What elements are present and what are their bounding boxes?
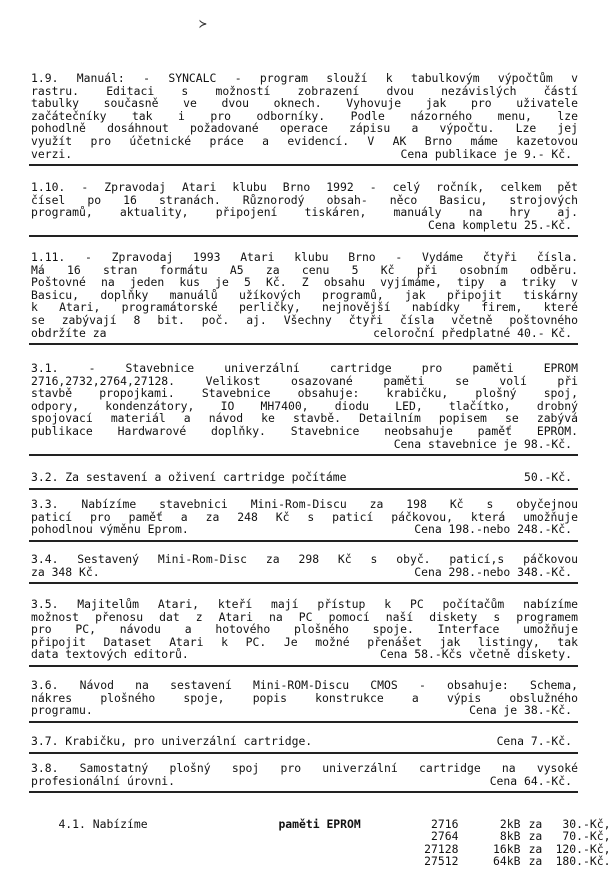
offer-text-line: se zabývají 8 bit. poč. aj. Všechny čtyři čísla včetně poštovného [31, 312, 578, 327]
offer-text-line: možnost přenosu dat z Atari na PC pomocí naší diskety s programem [31, 609, 578, 624]
offer-item [29, 679, 578, 723]
offer-last-line [31, 775, 578, 788]
offer-last-line [31, 438, 578, 451]
offer-price: 50.-Kč. [523, 470, 572, 484]
offer-text-line: 1.10. - Zpravodaj Atari klubu Brno 1992 - celý ročník, celkem pět [31, 180, 578, 194]
offer-text-line: 3.5. Majitelům Atari, kteří mají přístup k PC počítačům nabízíme [31, 597, 578, 611]
offer-text-line: k Atari, programátorské perličky, nejnovější nabídky firem, které [31, 300, 578, 315]
offer-price: Cena 298.-nebo 348.-Kč. [414, 564, 572, 579]
offer-last-line [31, 523, 578, 536]
offer-text-line: využít pro účetnické práce a evidencí. V AK Brno máme kazetovou [31, 133, 578, 148]
offer-last-line [31, 735, 578, 748]
eprom-za: za [528, 816, 543, 831]
eprom-size: 8kB [499, 829, 521, 844]
offer-price: Cena je 38.-Kč. [469, 703, 572, 718]
offer-item [29, 553, 578, 584]
offer-text-line: pohodlně dosáhnout požadované operace zápisu a výpočtu. Lze jej [31, 121, 578, 136]
page-mark: ≻ [199, 17, 207, 32]
offer-text-line: Basicu, doplňky manuálů užíkových programů, jak připojit tiskárny [31, 287, 578, 302]
offer-item [29, 72, 578, 166]
eprom-size: 64kB [493, 854, 521, 869]
offer-item [29, 181, 578, 237]
eprom-label: paměti EPROM [278, 816, 361, 831]
eprom-size: 2kB [499, 816, 521, 831]
offer-price: Cena 198.-nebo 248.-Kč. [414, 522, 572, 537]
offer-text-line: 3.6. Návod na sestavení Mini-ROM-Discu CMOS - obsahuje: Schema, [31, 678, 578, 692]
eprom-za: za [528, 854, 543, 869]
eprom-type: 27512 [424, 854, 459, 869]
offer-text-line: 3.3. Nabízíme stavebnici Mini-Rom-Discu za 198 Kč s obyčejnou [31, 497, 578, 511]
offer-item [29, 498, 578, 542]
offer-item [29, 598, 578, 667]
offer-item [29, 362, 578, 456]
offer-text-line: čísel po 16 stranách. Různorodý obsah- něco Basicu, strojových [31, 192, 578, 207]
eprom-price: 70.-Kč, [562, 829, 610, 844]
offer-item [29, 251, 578, 345]
offer-text-line: připojit Dataset Atari k PC. Je možné přenášet jak listingy, tak [31, 634, 578, 649]
offer-price: celoroční předplatné 40.- Kč. [373, 325, 572, 340]
offer-price: Cena publikace je 9.- Kč. [400, 146, 572, 161]
offer-last-line [31, 148, 578, 161]
eprom-za: za [528, 841, 543, 856]
offer-text-line: tabulky současně ve dvou oknech. Vyhovuje jak pro uživatele [31, 96, 578, 111]
eprom-intro: 4.1. Nabízíme [58, 816, 148, 831]
offer-last-line [31, 704, 578, 717]
eprom-offer [29, 805, 610, 869]
offer-last-line [31, 471, 578, 484]
offer-last-line [31, 327, 578, 340]
offer-text-line: začátečníky tak i pro odborníky. Podle názorného menu, lze [31, 108, 578, 123]
offer-text-line: pro PC, návodu a hotového plošného spoje. Interface umožňuje [31, 622, 578, 637]
offer-text-line: nákres plošného spoje, popis konstrukce a výpis obslužného [31, 690, 578, 705]
offer-last-line [31, 566, 578, 579]
offer-last-text: verzi. [31, 146, 73, 161]
offer-text-line: stavbě propojkami. Stavebnice obsahuje: krabičku, plošný spoj, [31, 386, 578, 401]
offer-text-line: 1.9. Manuál: - SYNCALC - program slouží k tabulkovým výpočtům v [31, 71, 578, 85]
eprom-price: 30.-Kč, [562, 816, 610, 831]
offer-last-text: programu. [31, 703, 93, 718]
offer-last-line [31, 219, 578, 232]
offer-price: Cena kompletu 25.-Kč. [427, 217, 572, 232]
offer-last-text: za 348 Kč. [31, 564, 100, 579]
offer-text-line: 3.8. Samostatný plošný spoj pro univerzální cartridge na vysoké [31, 761, 578, 775]
offer-text-line: 3.4. Sestavený Mini-Rom-Disc za 298 Kč s obyč. paticí,s páčkovou [31, 552, 578, 566]
offer-text-line: publikace Hardwarové doplňky. Stavebnice neobsahuje paměť EPROM. [31, 423, 578, 438]
eprom-size: 16kB [493, 841, 521, 856]
offer-last-text: obdržíte za [31, 325, 107, 340]
eprom-za: za [528, 829, 543, 844]
eprom-type: 27128 [424, 841, 459, 856]
eprom-row-0 [31, 805, 610, 831]
offer-last-line [31, 648, 578, 661]
offer-text-line: Poštovné na jeden kus je 5 Kč. Z obsahu vyjímáme, tipy a triky v [31, 275, 578, 290]
offer-price: Cena 58.-Kčs včetně diskety. [379, 647, 572, 662]
offer-text-line: paticí pro paměť a za 248 Kč s paticí páčkovou, která umožňuje [31, 509, 578, 524]
offer-text-line: 2716,2732,2764,27128. Velikost osazované paměti se volí při [31, 373, 578, 388]
offer-last-text: data textových editorů. [31, 647, 189, 662]
offer-text-line: Má 16 stran formátu A5 za cenu 5 Kč při osobním odběru. [31, 262, 578, 277]
offer-price: Cena 7.-Kč. [496, 734, 572, 748]
offer-item [29, 735, 578, 754]
eprom-type: 2764 [431, 829, 459, 844]
offer-last-text: 3.7. Krabičku, pro univerzální cartridge. [31, 734, 313, 748]
offer-text-line: 1.11. - Zpravodaj 1993 Atari klubu Brno - Vydáme čtyři čísla. [31, 250, 578, 264]
eprom-type: 2716 [431, 816, 459, 831]
offer-price: Cena 64.-Kč. [489, 773, 572, 788]
offer-text-line: programů, aktuality, připojení tiskáren, manuály na hry aj. [31, 205, 578, 220]
offer-text-line: spojovací materiál a návod ke stavbě. Detailním popisem se zabývá [31, 411, 578, 426]
offer-last-text: profesionální úrovni. [31, 773, 176, 788]
eprom-price: 180.-Kč. [555, 854, 610, 869]
offer-price: Cena stavebnice je 98.-Kč. [393, 436, 572, 451]
offer-last-text: 3.2. Za sestavení a oživení cartridge počítáme [31, 470, 347, 484]
offer-item [29, 762, 578, 793]
offer-item [29, 471, 578, 490]
offer-text-line: rastru. Editaci s možností zobrazení dvou nezávislých částí [31, 83, 578, 98]
offer-last-text: pohodlnou výměnu Eprom. [31, 522, 189, 537]
offer-text-line: 3.1. - Stavebnice univerzální cartridge pro paměti EPROM [31, 361, 578, 375]
eprom-price: 120.-Kč, [555, 841, 610, 856]
offer-text-line: odpory, kondenzátory, IO MH7400, diodu LED, tlačítko, drobný [31, 398, 578, 413]
